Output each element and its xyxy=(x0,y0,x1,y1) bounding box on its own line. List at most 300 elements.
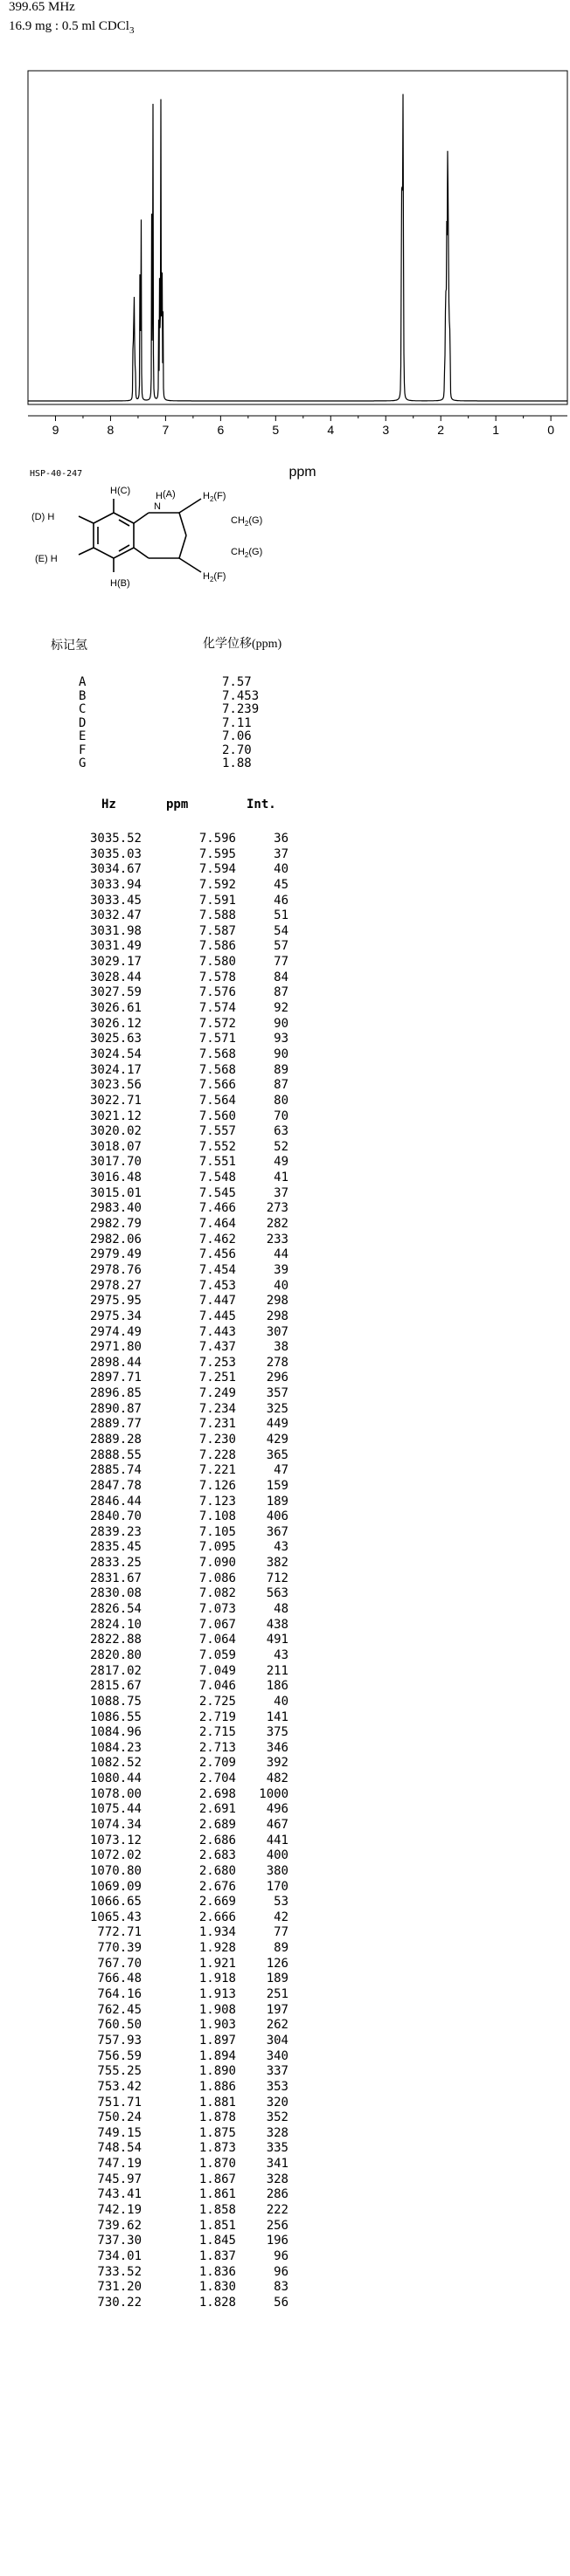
peak-ppm: 7.560 xyxy=(198,1108,236,1123)
peak-intensity: 256 xyxy=(266,2218,288,2233)
peak-ppm: 1.873 xyxy=(198,2141,236,2156)
peak-ppm: 7.571 xyxy=(198,1032,236,1046)
label-eh: (E) H xyxy=(35,554,58,564)
x-tick-label: 1 xyxy=(492,423,500,437)
bond xyxy=(79,548,94,555)
peak-hz: 3027.59 xyxy=(89,985,142,1000)
x-tick-label: 5 xyxy=(272,423,280,437)
peak-hz: 3028.44 xyxy=(89,970,142,984)
table-row xyxy=(0,1279,570,1295)
assignment-letter: E xyxy=(79,729,87,743)
table-row xyxy=(0,1001,570,1017)
peak-intensity: 45 xyxy=(274,877,288,892)
peak-ppm: 1.903 xyxy=(198,2018,236,2033)
peak-ppm: 1.881 xyxy=(198,2095,236,2110)
peak-ppm: 1.830 xyxy=(198,2280,236,2295)
table-row xyxy=(0,2234,570,2249)
peak-ppm: 7.064 xyxy=(198,1633,236,1647)
peak-intensity: 54 xyxy=(274,923,288,938)
peak-ppm: 2.669 xyxy=(198,1895,236,1910)
peak-hz: 2978.76 xyxy=(89,1262,142,1277)
header-int: Int. xyxy=(247,798,276,811)
peak-intensity: 298 xyxy=(266,1294,288,1309)
peak-intensity: 337 xyxy=(266,2064,288,2079)
table-row xyxy=(0,1124,570,1140)
table-row xyxy=(0,1571,570,1587)
table-row xyxy=(0,955,570,970)
peak-ppm: 7.228 xyxy=(198,1447,236,1462)
peak-hz: 2975.95 xyxy=(89,1294,142,1309)
peak-ppm: 1.890 xyxy=(198,2064,236,2079)
assignment-shift: 1.88 xyxy=(222,756,252,770)
table-row xyxy=(0,1818,570,1834)
table-row xyxy=(0,2219,570,2234)
peak-ppm: 2.719 xyxy=(198,1709,236,1724)
peak-ppm: 7.568 xyxy=(198,1046,236,1061)
table-row xyxy=(0,939,570,955)
table-row xyxy=(0,2110,570,2126)
table-row xyxy=(0,2280,570,2296)
table-row xyxy=(0,1695,570,1710)
peak-ppm: 1.836 xyxy=(198,2264,236,2279)
table-row xyxy=(0,1479,570,1495)
peak-hz: 3016.48 xyxy=(89,1171,142,1185)
peak-ppm: 7.234 xyxy=(198,1401,236,1416)
peak-ppm: 7.587 xyxy=(198,923,236,938)
peak-intensity: 320 xyxy=(266,2095,288,2110)
label-hc: H(C) xyxy=(110,486,131,496)
peak-hz: 742.19 xyxy=(97,2203,142,2218)
peak-hz: 2833.25 xyxy=(89,1556,142,1571)
peak-ppm: 2.704 xyxy=(198,1771,236,1786)
x-tick-label: 8 xyxy=(107,423,115,437)
table-row xyxy=(0,1417,570,1433)
peak-intensity: 304 xyxy=(266,2033,288,2048)
peak-ppm: 7.566 xyxy=(198,1078,236,1093)
peak-ppm: 7.253 xyxy=(198,1355,236,1370)
peak-ppm: 7.456 xyxy=(198,1247,236,1262)
assignment-letter: G xyxy=(79,756,87,770)
peak-ppm: 7.552 xyxy=(198,1139,236,1154)
table-row xyxy=(0,1741,570,1757)
peak-ppm: 7.548 xyxy=(198,1171,236,1185)
peak-intensity: 46 xyxy=(274,893,288,908)
peak-hz: 756.59 xyxy=(97,2048,142,2063)
peak-intensity: 449 xyxy=(266,1417,288,1432)
table-row xyxy=(0,1987,570,2003)
peak-hz: 3032.47 xyxy=(89,908,142,923)
peak-ppm: 7.251 xyxy=(198,1371,236,1385)
peak-intensity: 365 xyxy=(266,1447,288,1462)
table-row xyxy=(0,908,570,924)
x-tick-label: 4 xyxy=(327,423,335,437)
peak-hz: 751.71 xyxy=(97,2095,142,2110)
peak-intensity: 40 xyxy=(274,862,288,877)
peak-hz: 762.45 xyxy=(97,2002,142,2017)
spectrum-trace xyxy=(28,94,567,401)
peak-hz: 1072.02 xyxy=(89,1848,142,1863)
peak-hz: 2978.27 xyxy=(89,1278,142,1293)
spectrometer-frequency: 399.65 MHz xyxy=(9,0,75,14)
peak-hz: 755.25 xyxy=(97,2064,142,2079)
peak-intensity: 278 xyxy=(266,1355,288,1370)
table-row xyxy=(0,1094,570,1109)
x-tick-label: 3 xyxy=(382,423,390,437)
table-row xyxy=(0,1186,570,1202)
table-row xyxy=(0,1463,570,1479)
peak-intensity: 380 xyxy=(266,1863,288,1878)
table-row xyxy=(0,1941,570,1957)
peak-hz: 1073.12 xyxy=(89,1833,142,1847)
peak-hz: 2888.55 xyxy=(89,1447,142,1462)
peak-ppm: 1.861 xyxy=(198,2187,236,2202)
assignment-label-header: 标记氢 xyxy=(51,639,87,653)
peak-intensity: 375 xyxy=(266,1725,288,1740)
peak-hz: 1065.43 xyxy=(89,1910,142,1924)
peak-intensity: 126 xyxy=(266,1956,288,1971)
table-row xyxy=(0,1633,570,1648)
peak-intensity: 211 xyxy=(266,1663,288,1678)
table-row xyxy=(0,1309,570,1325)
peak-intensity: 89 xyxy=(274,1062,288,1077)
peak-hz: 767.70 xyxy=(97,1956,142,1971)
label-ch2g-1: $CH_2(G)$ xyxy=(231,515,263,528)
table-row xyxy=(0,1679,570,1695)
peak-ppm: 7.588 xyxy=(198,908,236,923)
peak-hz: 2831.67 xyxy=(89,1571,142,1585)
x-tick-label: 7 xyxy=(162,423,170,437)
table-row xyxy=(0,1725,570,1741)
peak-intensity: 282 xyxy=(266,1217,288,1232)
peak-hz: 1080.44 xyxy=(89,1771,142,1786)
table-row xyxy=(0,1556,570,1571)
table-row xyxy=(0,2141,570,2157)
peak-ppm: 7.595 xyxy=(198,846,236,861)
peak-intensity: 51 xyxy=(274,908,288,923)
peak-ppm: 1.934 xyxy=(198,1925,236,1940)
peak-intensity: 325 xyxy=(266,1401,288,1416)
peak-intensity: 70 xyxy=(274,1108,288,1123)
peak-ppm: 7.447 xyxy=(198,1294,236,1309)
table-row xyxy=(0,1402,570,1418)
peak-intensity: 496 xyxy=(266,1802,288,1817)
peak-intensity: 189 xyxy=(266,1972,288,1986)
assignment-letter: F xyxy=(79,742,87,757)
assignment-shift: 7.06 xyxy=(222,729,252,743)
label-a: (A) xyxy=(163,489,176,500)
header-ppm: ppm xyxy=(166,798,189,811)
table-row xyxy=(0,1972,570,1987)
peak-hz: 1066.65 xyxy=(89,1895,142,1910)
table-row xyxy=(0,1386,570,1402)
peak-ppm: 7.572 xyxy=(198,1016,236,1031)
peak-hz: 1069.09 xyxy=(89,1879,142,1894)
peak-ppm: 2.725 xyxy=(198,1694,236,1709)
peak-intensity: 346 xyxy=(266,1740,288,1755)
peak-ppm: 1.837 xyxy=(198,2248,236,2263)
peak-hz: 2975.34 xyxy=(89,1309,142,1323)
peak-intensity: 170 xyxy=(266,1879,288,1894)
x-tick-label: 2 xyxy=(437,423,445,437)
peak-intensity: 77 xyxy=(274,1925,288,1940)
peak-ppm: 1.886 xyxy=(198,2079,236,2094)
table-row xyxy=(0,1140,570,1156)
peak-ppm: 1.828 xyxy=(198,2295,236,2310)
label-hb: H(B) xyxy=(110,578,130,589)
peak-intensity: 57 xyxy=(274,939,288,954)
table-row xyxy=(0,2187,570,2203)
label-nh: N xyxy=(154,501,161,512)
table-row xyxy=(0,1509,570,1525)
peak-hz: 2820.80 xyxy=(89,1647,142,1662)
peak-hz: 3020.02 xyxy=(89,1124,142,1139)
peak-ppm: 2.680 xyxy=(198,1863,236,1878)
peak-intensity: 87 xyxy=(274,1078,288,1093)
peak-intensity: 328 xyxy=(266,2172,288,2186)
peak-hz: 3033.94 xyxy=(89,877,142,892)
peak-ppm: 7.454 xyxy=(198,1262,236,1277)
peak-ppm: 2.689 xyxy=(198,1818,236,1832)
peak-intensity: 53 xyxy=(274,1895,288,1910)
peak-intensity: 392 xyxy=(266,1756,288,1771)
peak-ppm: 2.715 xyxy=(198,1725,236,1740)
peak-hz: 2898.44 xyxy=(89,1355,142,1370)
peak-hz: 766.48 xyxy=(97,1972,142,1986)
peak-hz: 760.50 xyxy=(97,2018,142,2033)
table-row xyxy=(0,832,570,847)
peak-ppm: 7.586 xyxy=(198,939,236,954)
peak-ppm: 7.466 xyxy=(198,1201,236,1216)
assignment-shift: 7.11 xyxy=(222,715,252,730)
table-row xyxy=(0,1109,570,1125)
peak-intensity: 262 xyxy=(266,2018,288,2033)
peak-intensity: 328 xyxy=(266,2125,288,2140)
benzene-ring xyxy=(94,513,134,558)
table-row xyxy=(0,1155,570,1171)
table-row xyxy=(0,2265,570,2281)
peak-ppm: 2.676 xyxy=(198,1879,236,1894)
assignment-letter: C xyxy=(79,702,87,716)
peak-ppm: 7.592 xyxy=(198,877,236,892)
peak-intensity: 222 xyxy=(266,2203,288,2218)
peak-ppm: 7.545 xyxy=(198,1185,236,1200)
peak-intensity: 273 xyxy=(266,1201,288,1216)
table-row xyxy=(0,2203,570,2219)
table-row xyxy=(0,862,570,878)
table-row xyxy=(0,1925,570,1941)
peak-hz: 3025.63 xyxy=(89,1032,142,1046)
peak-hz: 3017.70 xyxy=(89,1155,142,1170)
label-h: H xyxy=(156,491,163,501)
table-row xyxy=(0,1201,570,1217)
peak-ppm: 7.105 xyxy=(198,1524,236,1539)
peak-hz: 2847.78 xyxy=(89,1478,142,1493)
peak-hz: 2982.79 xyxy=(89,1217,142,1232)
peak-ppm: 7.464 xyxy=(198,1217,236,1232)
peak-intensity: 96 xyxy=(274,2248,288,2263)
peak-hz: 2983.40 xyxy=(89,1201,142,1216)
peak-hz: 3035.03 xyxy=(89,846,142,861)
peak-hz: 2890.87 xyxy=(89,1401,142,1416)
table-row xyxy=(0,1540,570,1556)
table-row xyxy=(0,1017,570,1032)
bond xyxy=(179,499,201,513)
table-row xyxy=(0,2096,570,2111)
peak-intensity: 438 xyxy=(266,1617,288,1632)
peak-hz: 2982.06 xyxy=(89,1232,142,1247)
peak-hz: 2971.80 xyxy=(89,1340,142,1355)
peak-intensity: 296 xyxy=(266,1371,288,1385)
peak-hz: 3023.56 xyxy=(89,1078,142,1093)
table-row xyxy=(0,1495,570,1510)
peak-hz: 1070.80 xyxy=(89,1863,142,1878)
peak-hz: 743.41 xyxy=(97,2187,142,2202)
peak-ppm: 7.443 xyxy=(198,1324,236,1339)
peak-ppm: 1.908 xyxy=(198,2002,236,2017)
peak-ppm: 7.221 xyxy=(198,1463,236,1478)
peak-hz: 772.71 xyxy=(97,1925,142,1940)
peak-intensity: 189 xyxy=(266,1494,288,1509)
peak-ppm: 7.126 xyxy=(198,1478,236,1493)
peak-intensity: 353 xyxy=(266,2079,288,2094)
peak-intensity: 49 xyxy=(274,1155,288,1170)
peak-ppm: 1.845 xyxy=(198,2234,236,2248)
table-row xyxy=(0,2003,570,2019)
peak-hz: 737.30 xyxy=(97,2234,142,2248)
table-row xyxy=(0,1047,570,1063)
table-row xyxy=(0,1618,570,1633)
peak-intensity: 41 xyxy=(274,1171,288,1185)
table-row xyxy=(0,1371,570,1386)
table-row xyxy=(0,2018,570,2034)
peak-intensity: 233 xyxy=(266,1232,288,1247)
peak-intensity: 467 xyxy=(266,1818,288,1832)
peak-ppm: 2.713 xyxy=(198,1740,236,1755)
sample-concentration xyxy=(9,19,134,36)
peak-hz: 745.97 xyxy=(97,2172,142,2186)
peak-ppm: 1.921 xyxy=(198,1956,236,1971)
peak-ppm: 1.851 xyxy=(198,2218,236,2233)
peak-intensity: 77 xyxy=(274,955,288,970)
peak-ppm: 7.437 xyxy=(198,1340,236,1355)
peak-intensity: 491 xyxy=(266,1633,288,1647)
table-row xyxy=(0,1787,570,1803)
peak-ppm: 7.557 xyxy=(198,1124,236,1139)
table-row xyxy=(0,1032,570,1047)
table-row xyxy=(0,1263,570,1279)
assignment-shift: 7.239 xyxy=(222,702,260,716)
molecule-structure xyxy=(0,467,570,642)
table-row xyxy=(0,924,570,940)
peak-ppm: 1.875 xyxy=(198,2125,236,2140)
peak-ppm: 1.894 xyxy=(198,2048,236,2063)
table-row xyxy=(0,1325,570,1341)
peak-ppm: 7.591 xyxy=(198,893,236,908)
peak-hz: 3024.54 xyxy=(89,1046,142,1061)
peak-ppm: 2.691 xyxy=(198,1802,236,1817)
peak-hz: 3029.17 xyxy=(89,955,142,970)
peak-ppm: 7.596 xyxy=(198,832,236,846)
table-row xyxy=(0,1233,570,1248)
assignment-shift-header: 化学位移(ppm) xyxy=(203,638,282,651)
peak-intensity: 42 xyxy=(274,1910,288,1924)
peak-ppm: 7.574 xyxy=(198,1001,236,1016)
peak-intensity: 382 xyxy=(266,1556,288,1571)
table-row xyxy=(0,1648,570,1664)
peak-ppm: 7.230 xyxy=(198,1432,236,1447)
table-row xyxy=(0,2080,570,2096)
table-row xyxy=(0,1664,570,1680)
peak-hz: 764.16 xyxy=(97,1987,142,2002)
table-row xyxy=(0,1247,570,1263)
table-row xyxy=(0,1294,570,1309)
table-row xyxy=(0,1063,570,1079)
label-h2f-bot: $H_2(F)$ xyxy=(203,571,226,584)
peak-ppm: 7.086 xyxy=(198,1571,236,1585)
peak-intensity: 563 xyxy=(266,1586,288,1601)
peak-intensity: 1000 xyxy=(259,1786,288,1801)
peak-intensity: 90 xyxy=(274,1016,288,1031)
peak-intensity: 40 xyxy=(274,1694,288,1709)
peak-intensity: 83 xyxy=(274,2280,288,2295)
sample-subscript: 3 xyxy=(129,25,135,36)
peak-ppm: 7.082 xyxy=(198,1586,236,1601)
peak-intensity: 159 xyxy=(266,1478,288,1493)
peak-intensity: 43 xyxy=(274,1647,288,1662)
peak-ppm: 7.108 xyxy=(198,1509,236,1524)
peak-ppm: 7.580 xyxy=(198,955,236,970)
peak-intensity: 367 xyxy=(266,1524,288,1539)
peak-intensity: 38 xyxy=(274,1340,288,1355)
bond xyxy=(179,535,186,558)
bonds xyxy=(79,499,201,572)
peak-intensity: 37 xyxy=(274,846,288,861)
table-row xyxy=(0,1586,570,1602)
table-row xyxy=(0,1710,570,1726)
table-row xyxy=(0,1217,570,1233)
peak-hz: 3015.01 xyxy=(89,1185,142,1200)
peak-ppm: 2.683 xyxy=(198,1848,236,1863)
peak-ppm: 1.878 xyxy=(198,2110,236,2125)
peak-intensity: 93 xyxy=(274,1032,288,1046)
table-row xyxy=(0,1078,570,1094)
table-row xyxy=(0,1834,570,1849)
peak-hz: 2896.85 xyxy=(89,1386,142,1401)
peak-intensity: 352 xyxy=(266,2110,288,2125)
peak-intensity: 400 xyxy=(266,1848,288,1863)
table-row xyxy=(0,1340,570,1356)
peak-ppm: 7.073 xyxy=(198,1602,236,1617)
peak-intensity: 196 xyxy=(266,2234,288,2248)
spectrum-code: HSP-40-247 xyxy=(30,469,83,479)
table-row xyxy=(0,847,570,863)
peak-intensity: 47 xyxy=(274,1463,288,1478)
assignment-letter: A xyxy=(79,675,87,689)
peak-hz: 2840.70 xyxy=(89,1509,142,1524)
peak-ppm: 1.918 xyxy=(198,1972,236,1986)
peak-ppm: 1.858 xyxy=(198,2203,236,2218)
peak-ppm: 7.231 xyxy=(198,1417,236,1432)
peak-intensity: 48 xyxy=(274,1602,288,1617)
peak-intensity: 96 xyxy=(274,2264,288,2279)
peak-hz: 2835.45 xyxy=(89,1540,142,1555)
peak-intensity: 92 xyxy=(274,1001,288,1016)
assignment-shift: 7.453 xyxy=(222,688,260,703)
peak-hz: 750.24 xyxy=(97,2110,142,2125)
peak-intensity: 89 xyxy=(274,1941,288,1956)
peak-hz: 3022.71 xyxy=(89,1093,142,1108)
peak-intensity: 186 xyxy=(266,1679,288,1694)
